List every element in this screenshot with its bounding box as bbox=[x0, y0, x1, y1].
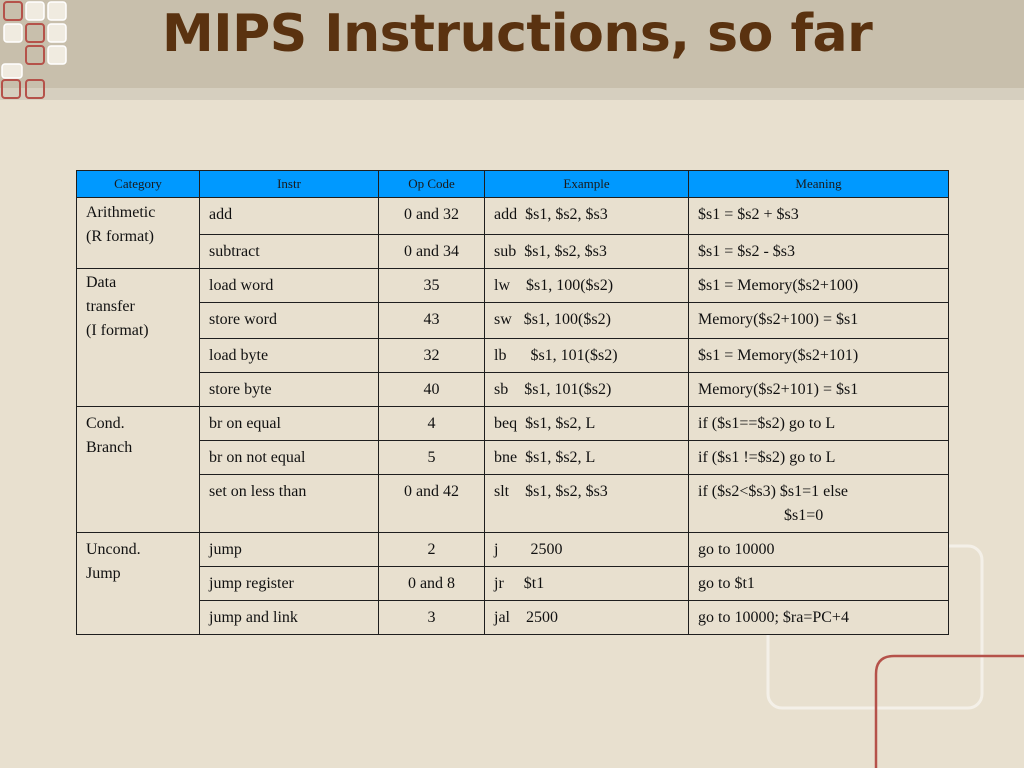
header-example: Example bbox=[485, 171, 689, 198]
table-row bbox=[77, 339, 949, 373]
instr-cell: add bbox=[200, 198, 379, 235]
opcode-cell: 0 and 32 bbox=[379, 198, 485, 235]
meaning-cell: $s1 = Memory($s2+101) bbox=[689, 339, 949, 373]
example-cell: lb $s1, 101($s2) bbox=[485, 339, 689, 373]
instr-cell: br on equal bbox=[200, 407, 379, 441]
meaning-cell: $s1 = $s2 - $s3 bbox=[689, 235, 949, 269]
example-cell: jr $t1 bbox=[485, 567, 689, 601]
table-row bbox=[77, 373, 949, 407]
table-row bbox=[77, 601, 949, 635]
opcode-cell: 0 and 8 bbox=[379, 567, 485, 601]
table-row bbox=[77, 475, 949, 533]
corner-squares-decoration bbox=[0, 0, 70, 104]
opcode-cell: 5 bbox=[379, 441, 485, 475]
header-instr: Instr bbox=[200, 171, 379, 198]
opcode-cell: 0 and 34 bbox=[379, 235, 485, 269]
table-row bbox=[77, 533, 949, 567]
opcode-cell: 4 bbox=[379, 407, 485, 441]
table-row bbox=[77, 303, 949, 339]
opcode-cell: 3 bbox=[379, 601, 485, 635]
opcode-cell: 35 bbox=[379, 269, 485, 303]
example-cell: sb $s1, 101($s2) bbox=[485, 373, 689, 407]
table-row bbox=[77, 269, 949, 303]
category-cell: Arithmetic (R format) bbox=[77, 198, 200, 269]
mips-instruction-table bbox=[76, 170, 949, 635]
table-row bbox=[77, 441, 949, 475]
header-opcode: Op Code bbox=[379, 171, 485, 198]
header-category: Category bbox=[77, 171, 200, 198]
header-meaning: Meaning bbox=[689, 171, 949, 198]
meaning-line-1: if ($s2<$s3) $s1=1 else bbox=[698, 483, 849, 500]
meaning-cell: Memory($s2+101) = $s1 bbox=[689, 373, 949, 407]
instr-cell: load byte bbox=[200, 339, 379, 373]
meaning-cell: if ($s1 !=$s2) go to L bbox=[689, 441, 949, 475]
opcode-cell: 43 bbox=[379, 303, 485, 339]
instr-cell: load word bbox=[200, 269, 379, 303]
title-divider bbox=[0, 88, 1024, 100]
example-cell: jal 2500 bbox=[485, 601, 689, 635]
example-cell: add $s1, $s2, $s3 bbox=[485, 198, 689, 235]
table-row bbox=[77, 567, 949, 601]
example-cell: slt $s1, $s2, $s3 bbox=[485, 475, 689, 533]
instr-cell: subtract bbox=[200, 235, 379, 269]
table-row bbox=[77, 235, 949, 269]
slide-title: MIPS Instructions, so far bbox=[162, 4, 873, 64]
meaning-cell: go to 10000 bbox=[689, 533, 949, 567]
meaning-cell: go to $t1 bbox=[689, 567, 949, 601]
example-cell: beq $s1, $s2, L bbox=[485, 407, 689, 441]
instr-cell: jump register bbox=[200, 567, 379, 601]
opcode-cell: 2 bbox=[379, 533, 485, 567]
instr-cell: store byte bbox=[200, 373, 379, 407]
meaning-cell: go to 10000; $ra=PC+4 bbox=[689, 601, 949, 635]
example-cell: bne $s1, $s2, L bbox=[485, 441, 689, 475]
category-cell: Cond. Branch bbox=[77, 407, 200, 533]
meaning-cell bbox=[689, 475, 949, 533]
instr-cell: br on not equal bbox=[200, 441, 379, 475]
meaning-cell: Memory($s2+100) = $s1 bbox=[689, 303, 949, 339]
table-row bbox=[77, 198, 949, 235]
table-row bbox=[77, 407, 949, 441]
meaning-line-2: $s1=0 bbox=[784, 507, 824, 524]
example-cell: sw $s1, 100($s2) bbox=[485, 303, 689, 339]
instr-cell: set on less than bbox=[200, 475, 379, 533]
opcode-cell: 32 bbox=[379, 339, 485, 373]
table-header-row bbox=[77, 171, 949, 198]
meaning-cell: $s1 = $s2 + $s3 bbox=[689, 198, 949, 235]
instr-cell: jump and link bbox=[200, 601, 379, 635]
category-cell: Uncond. Jump bbox=[77, 533, 200, 635]
instr-cell: store word bbox=[200, 303, 379, 339]
example-cell: lw $s1, 100($s2) bbox=[485, 269, 689, 303]
opcode-cell: 40 bbox=[379, 373, 485, 407]
example-cell: j 2500 bbox=[485, 533, 689, 567]
example-cell: sub $s1, $s2, $s3 bbox=[485, 235, 689, 269]
opcode-cell: 0 and 42 bbox=[379, 475, 485, 533]
meaning-cell: $s1 = Memory($s2+100) bbox=[689, 269, 949, 303]
meaning-cell: if ($s1==$s2) go to L bbox=[689, 407, 949, 441]
category-cell: Data transfer (I format) bbox=[77, 269, 200, 407]
instr-cell: jump bbox=[200, 533, 379, 567]
